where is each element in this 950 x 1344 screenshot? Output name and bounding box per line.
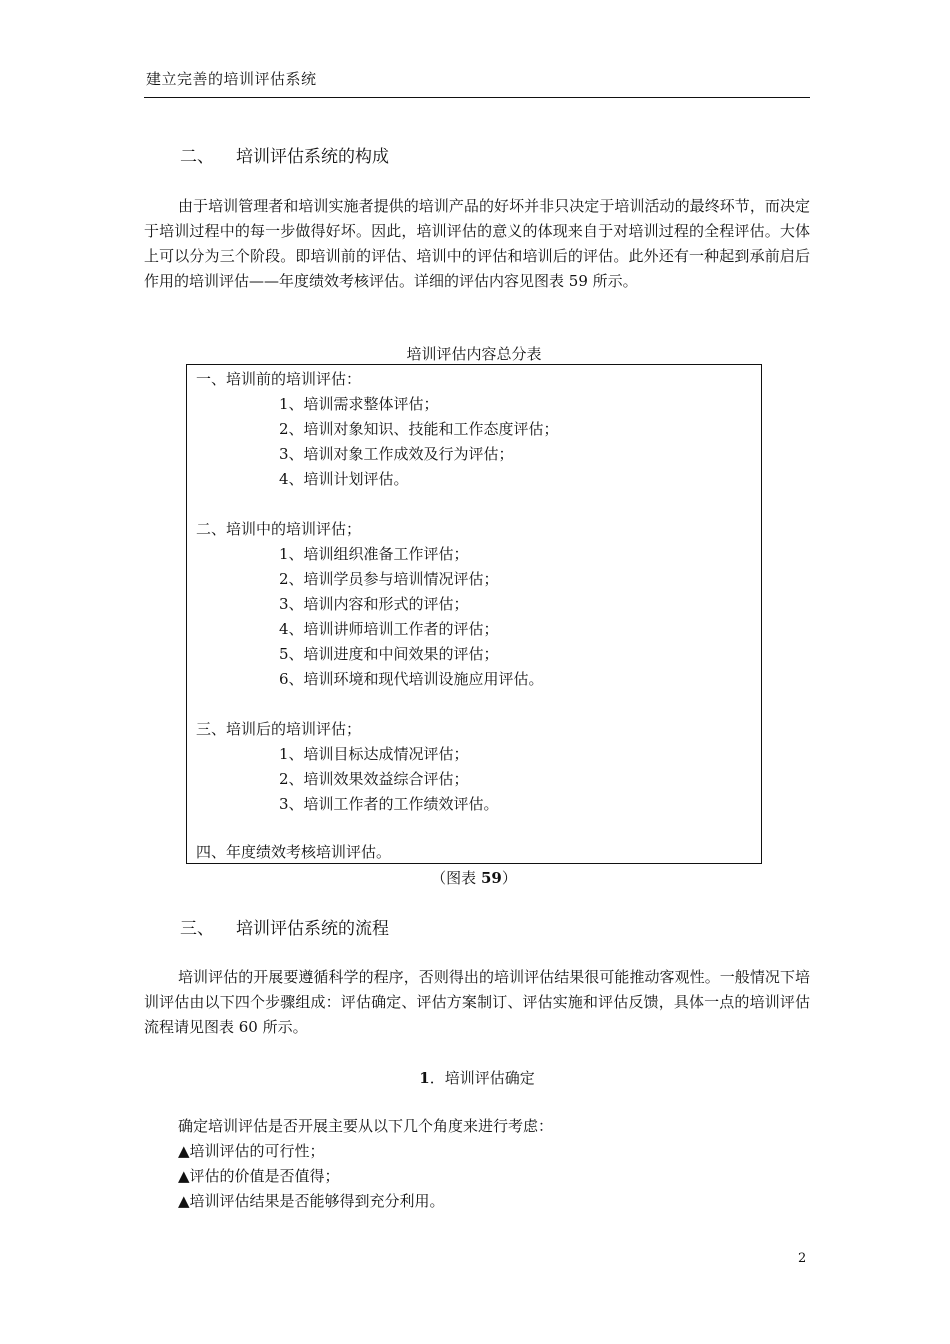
subsection-number: 1 [419,1069,430,1087]
section-heading-2 [180,142,389,167]
evaluation-content-table [186,364,762,864]
figure-label [186,867,762,888]
running-header: 建立完善的培训评估系统 [146,70,317,88]
group-item: 3、培训内容和形式的评估； [279,595,469,613]
bullet-item: ▲培训评估结果是否能够得到充分利用。 [178,1192,445,1210]
group-item: 2、培训对象知识、技能和工作态度评估； [279,420,559,438]
section-number: 二、 [180,147,214,167]
bullet-item: ▲培训评估的可行性； [178,1142,325,1160]
figure-label-suffix: ） [501,869,517,887]
group-item: 2、培训学员参与培训情况评估； [279,570,499,588]
subsection-heading [144,1067,810,1088]
group-title: 四、年度绩效考核培训评估。 [196,843,392,861]
group-title: 三、培训后的培训评估； [196,720,362,738]
group-item: 5、培训进度和中间效果的评估； [279,645,499,663]
section-heading-3 [180,914,389,939]
group-title: 二、培训中的培训评估； [196,520,362,538]
subsection-intro: 确定培训评估是否开展主要从以下几个角度来进行考虑： [178,1117,554,1135]
group-item: 3、培训对象工作成效及行为评估； [279,445,514,463]
group-item: 1、培训目标达成情况评估； [279,745,469,763]
bullet-item: ▲评估的价值是否值得； [178,1167,340,1185]
group-title: 一、培训前的培训评估： [196,370,362,388]
group-item: 1、培训组织准备工作评估； [279,545,469,563]
section-title: 培训评估系统的流程 [236,919,389,939]
figure-label-number: 59 [480,869,502,887]
group-item: 4、培训计划评估。 [279,470,409,488]
group-item: 6、培训环境和现代培训设施应用评估。 [279,670,544,688]
group-item: 1、培训需求整体评估； [279,395,439,413]
header-divider [144,97,810,98]
section-3-paragraph: 培训评估的开展要遵循科学的程序，否则得出的培训评估结果很可能推动客观性。一般情况下培训评估由以下四个步骤组成：评估确定、评估方案制订、评估实施和评估反馈，具体一点的培训评估流程请见图表 60 所示。 [144,968,810,1036]
page-number: 2 [798,1251,807,1266]
group-item: 3、培训工作者的工作绩效评估。 [279,795,499,813]
section-title: 培训评估系统的构成 [236,147,389,167]
section-number: 三、 [180,919,214,939]
subsection-separator: ． [429,1069,445,1087]
group-item: 2、培训效果效益综合评估； [279,770,469,788]
subsection-title: 培训评估确定 [444,1069,535,1087]
section-2-paragraph: 由于培训管理者和培训实施者提供的培训产品的好坏并非只决定于培训活动的最终环节，而决定于培训过程中的每一步做得好坏。因此，培训评估的意义的体现来自于对培训过程的全程评估。大体上可以分为三个阶段。即培训前的评估、培训中的评估和培训后的评估。此外还有一种起到承前启后作用的培训评估——年度绩效考核评估。详细的评估内容见图表 59 所示。 [144,197,810,290]
group-item: 4、培训讲师培训工作者的评估； [279,620,499,638]
table-caption: 培训评估内容总分表 [406,345,542,363]
figure-label-prefix: （图表 [431,869,481,887]
